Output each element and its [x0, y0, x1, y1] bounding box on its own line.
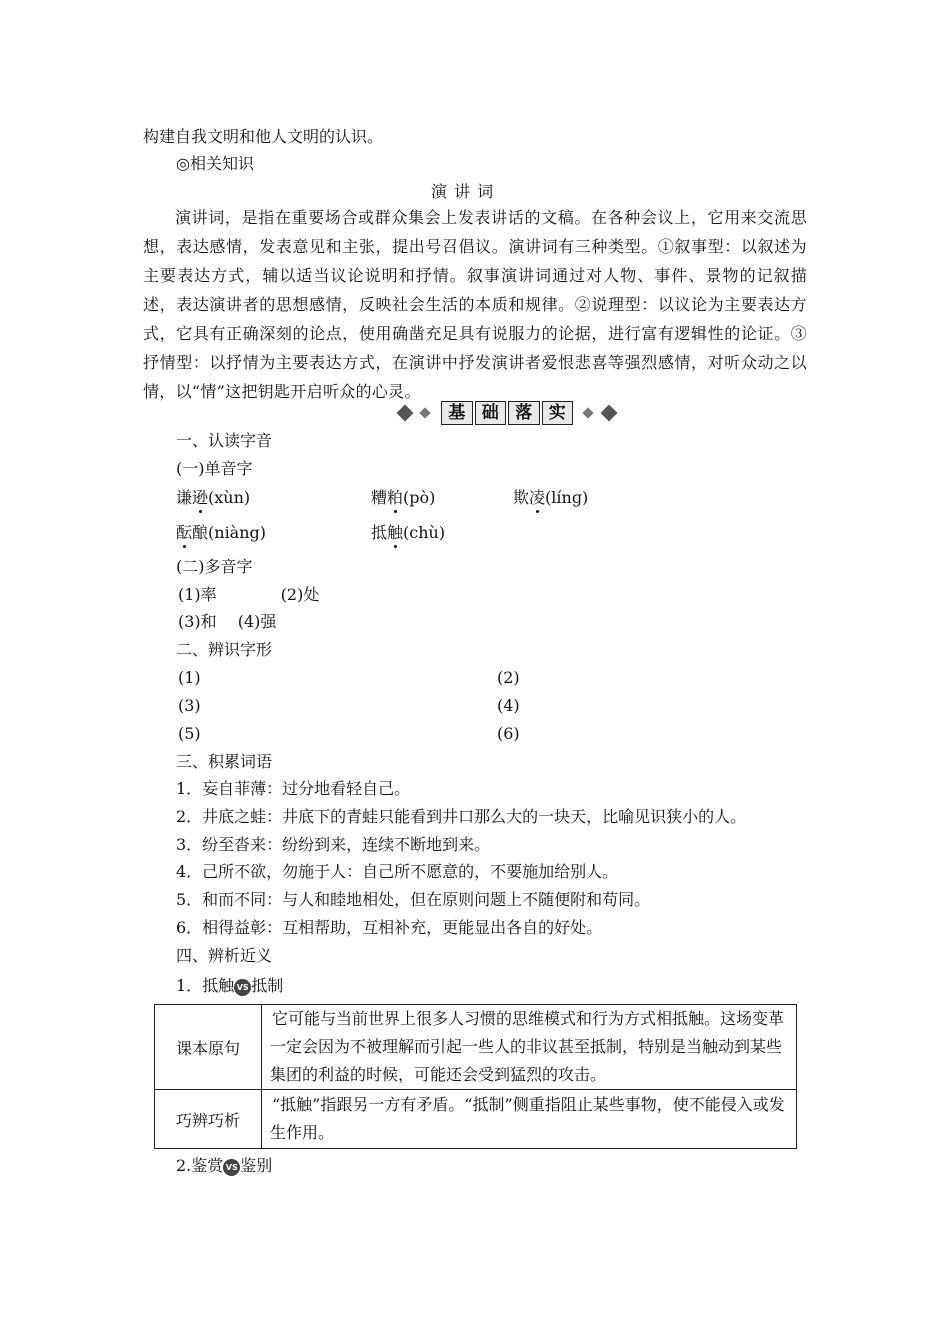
idiom-item: 4．己所不欲，勿施于人：自己所不愿意的，不要施加给别人。: [176, 862, 619, 881]
synonym-pair-1: 1．抵触 VS 抵制: [176, 976, 284, 995]
section3-title: 三、积累词语: [176, 752, 273, 771]
glyph-item-label: (1): [178, 668, 201, 687]
idiom-item: 1．妄自菲薄：过分地看轻自己。: [176, 779, 411, 798]
table-head-cell: 巧辨巧析: [155, 1090, 262, 1149]
pronunciation-item: 酝酿(niàng): [176, 523, 267, 542]
speech-paragraph: 演讲词，是指在重要场合或群众集会上发表讲话的文稿。在各种会议上，它用来交流思想，表达感情，发表意见和主张，提出号召倡议。演讲词有三种类型。①叙事型：以叙述为主要表达方式，辅以适当议论说明和抒情。叙事演讲词通过对人物、事件、景物的记叙描述，表达演讲者的思想感情，反映社会生活的本质和规律。②说理型：以议论为主要表达方式，它具有正确深刻的论点，使用确凿充足具有说服力的论据，进行富有逻辑性的论证。③抒情型：以抒情为主要表达方式，在演讲中抒发演讲者爱恨悲喜等强烈感情，对听众动之以情，以“情”这把钥匙开启听众的心灵。: [143, 208, 807, 401]
diamond-icon: [397, 405, 414, 422]
glyph-item-label: (5): [178, 724, 201, 743]
table-body-cell: “抵触”指跟另一方有矛盾。“抵制”侧重指阻止某些事物，使不能侵入或发生作用。: [262, 1090, 797, 1149]
banner-char: 础: [475, 401, 507, 425]
intro-tail-text: 构建自我文明和他人文明的认识。: [143, 127, 384, 146]
diamond-icon: [582, 407, 593, 418]
diamond-icon: [419, 407, 430, 418]
pronunciation-item: 欺凌(línɡ): [513, 488, 589, 507]
idiom-item: 3．纷至沓来：纷纷到来，连续不断地到来。: [176, 835, 491, 854]
idiom-item: 5．和而不同：与人和睦地相处，但在原则问题上不随便附和苟同。: [176, 890, 651, 909]
table-head-cell: 课本原句: [155, 1005, 262, 1090]
synonym-pair-2: 2.鉴赏 VS 鉴别: [176, 1156, 273, 1175]
section1-sub2: (二)多音字: [176, 557, 253, 576]
polyphone-row: (1)率 (2)处: [178, 585, 320, 604]
section1-sub1: (一)单音字: [176, 459, 253, 478]
idiom-item: 2．井底之蛙：井底下的青蛙只能看到井口那么大的一块天，比喻见识狭小的人。: [176, 807, 747, 826]
table-row: [155, 1090, 797, 1149]
related-knowledge-heading: ◎相关知识: [176, 154, 254, 173]
glyph-item-label: (3): [178, 696, 201, 715]
pronunciation-item: 糟粕(pò): [371, 488, 436, 507]
glyph-item-label: (4): [497, 696, 520, 715]
idiom-item: 6．相得益彰：互相帮助，互相补充，更能显出各自的好处。: [176, 918, 603, 937]
banner-title: [441, 401, 573, 425]
section2-title: 二、辨识字形: [176, 640, 273, 659]
diamond-icon: [601, 405, 618, 422]
polyphone-row: (3)和 (4)强: [178, 612, 277, 631]
pronunciation-item: 抵触(chù): [371, 523, 446, 542]
section4-title: 四、辨析近义: [176, 946, 273, 965]
table-row: [155, 1005, 797, 1090]
banner-char: 基: [441, 401, 473, 425]
banner-char: 实: [542, 401, 574, 425]
vs-icon: VS: [223, 1159, 240, 1176]
comparison-table: [154, 1004, 797, 1149]
table-body-cell: 它可能与当前世界上很多人习惯的思维模式和行为方式相抵触。这场变革一定会因为不被理解而引起一些人的非议甚至抵制，特别是当触动到某些集团的利益的时候，可能还会受到猛烈的攻击。: [262, 1005, 797, 1090]
section-banner: [397, 401, 617, 425]
pronunciation-item: 谦逊(xùn): [176, 488, 251, 507]
banner-char: 落: [508, 401, 540, 425]
section1-title: 一、认读字音: [176, 431, 273, 450]
glyph-item-label: (2): [497, 668, 520, 687]
speech-title: 演 讲 词: [431, 182, 495, 201]
glyph-item-label: (6): [497, 724, 520, 743]
vs-icon: VS: [234, 979, 251, 996]
